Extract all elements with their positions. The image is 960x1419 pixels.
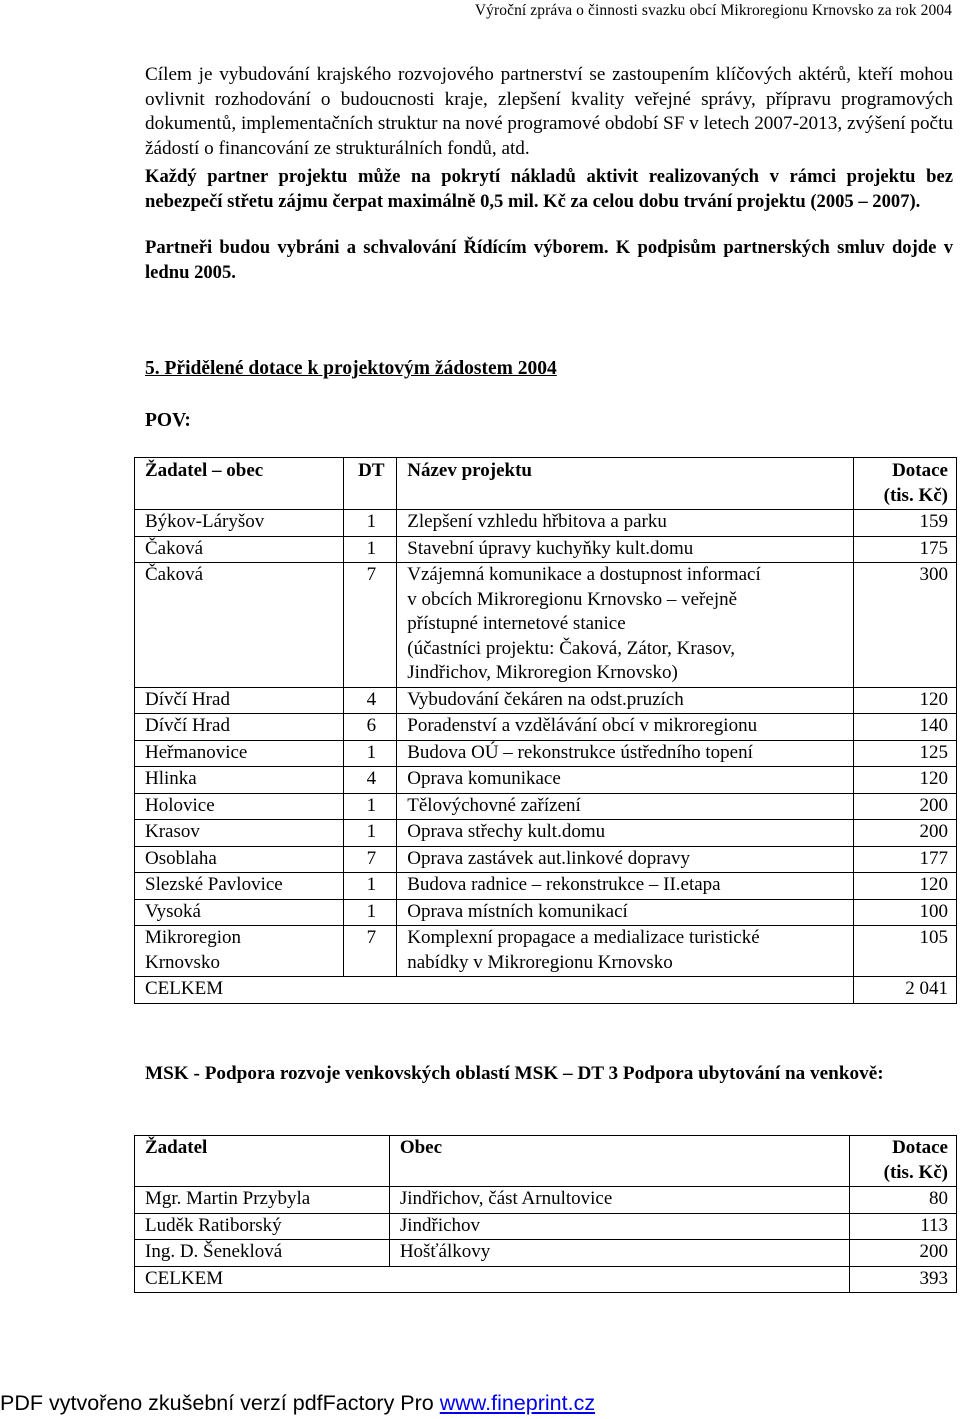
pdf-footer [0, 1391, 595, 1416]
cell-project: Stavební úpravy kuchyňky kult.domu [397, 536, 854, 563]
table-row [135, 510, 957, 537]
cell-applicant: Heřmanovice [135, 740, 344, 767]
total-value: 2 041 [853, 977, 956, 1004]
cell-grant: 177 [853, 846, 956, 873]
project-line: Komplexní propagace a medializace turistické [407, 927, 760, 948]
partner-budget-paragraph: Každý partner projektu může na pokrytí nákladů aktivit realizovaných v rámci projektu bez nebezpečí střetu zájmu čerpat maximálně 0,5 mil. Kč za celou dobu trvání projektu (2005 – 2007). [145, 166, 953, 212]
cell-applicant: Dívčí Hrad [135, 687, 344, 714]
cell-applicant: Ing. D. Šeneklová [135, 1240, 390, 1267]
cell-project: Poradenství a vzdělávání obcí v mikroregionu [397, 714, 854, 741]
applicant-line: Krnovsko [145, 951, 220, 973]
cell-dt: 1 [344, 536, 397, 563]
cell-grant: 120 [853, 767, 956, 794]
cell-dt: 1 [344, 740, 397, 767]
cell-project: Oprava komunikace [397, 767, 854, 794]
cell-project: Tělovýchovné zařízení [397, 793, 854, 820]
table-header-row [135, 458, 957, 510]
intro-paragraph: Cílem je vybudování krajského rozvojového partnerství se zastoupením klíčových aktérů, kteří mohou ovlivnit rozhodování o budoucnosti kraje, zlepšení kvality veřejné správy, přípravu programových dokumentů, implementačních struktur na nové programové období SF v letech 2007-2013, zvýšení počtu žádostí o financování ze strukturálních fondů, atd. [145, 64, 953, 159]
grant-header-line1: Dotace [892, 1137, 948, 1158]
cell-grant: 80 [850, 1187, 957, 1214]
table-header-row [135, 1136, 957, 1187]
cell-dt: 6 [344, 714, 397, 741]
cell-grant: 105 [853, 926, 956, 977]
total-row [135, 977, 957, 1004]
cell-grant: 120 [853, 687, 956, 714]
col-header-applicant: Žadatel – obec [135, 458, 344, 510]
cell-grant: 113 [850, 1213, 957, 1240]
total-row [135, 1266, 957, 1293]
grant-header-line2: (tis. Kč) [883, 1161, 948, 1183]
cell-applicant [135, 926, 344, 977]
table-row [135, 873, 957, 900]
table-row [135, 1213, 957, 1240]
cell-applicant: Dívčí Hrad [135, 714, 344, 741]
table-row [135, 1187, 957, 1214]
project-line: přístupné internetové stanice [407, 613, 626, 634]
cell-grant: 175 [853, 536, 956, 563]
cell-municipality: Hošťálkovy [389, 1240, 849, 1267]
cell-project [397, 926, 854, 977]
cell-dt: 4 [344, 767, 397, 794]
cell-dt: 7 [344, 563, 397, 688]
col-header-grant [853, 458, 956, 510]
project-line: nabídky v Mikroregionu Krnovsko [407, 951, 673, 973]
footer-text: PDF vytvořeno zkušební verzí pdfFactory Pro [0, 1391, 440, 1415]
project-line: (účastníci projektu: Čaková, Zátor, Krasov, [407, 637, 736, 659]
table-row [135, 563, 957, 688]
grant-header-line1: Dotace [892, 460, 948, 481]
col-header-grant [850, 1136, 957, 1187]
cell-project: Vybudování čekáren na odst.pruzích [397, 687, 854, 714]
cell-project: Budova OÚ – rekonstrukce ústředního topení [397, 740, 854, 767]
running-header: Výroční zpráva o činnosti svazku obcí Mikroregionu Krnovsko za rok 2004 [474, 2, 952, 19]
cell-municipality: Jindřichov, část Arnultovice [389, 1187, 849, 1214]
cell-grant: 200 [850, 1240, 957, 1267]
cell-grant: 140 [853, 714, 956, 741]
section-title: 5. Přidělené dotace k projektovým žádostem 2004 [145, 358, 557, 379]
cell-dt: 1 [344, 510, 397, 537]
cell-grant: 300 [853, 563, 956, 688]
col-header-applicant: Žadatel [135, 1136, 390, 1187]
cell-dt: 1 [344, 820, 397, 847]
cell-applicant: Čaková [135, 536, 344, 563]
table-row [135, 926, 957, 977]
cell-dt: 1 [344, 873, 397, 900]
pov-grants-table [134, 457, 957, 1004]
cell-dt: 7 [344, 846, 397, 873]
grant-header-line2: (tis. Kč) [883, 484, 948, 506]
cell-applicant: Luděk Ratiborský [135, 1213, 390, 1240]
table-row [135, 714, 957, 741]
total-label: CELKEM [135, 977, 854, 1004]
table-row [135, 687, 957, 714]
table-row [135, 899, 957, 926]
project-line: Vzájemná komunikace a dostupnost informací [407, 564, 761, 585]
table-row [135, 536, 957, 563]
cell-project: Oprava střechy kult.domu [397, 820, 854, 847]
cell-dt: 1 [344, 899, 397, 926]
table-row [135, 846, 957, 873]
col-header-project: Název projektu [397, 458, 854, 510]
total-value: 393 [850, 1266, 957, 1293]
table-row [135, 740, 957, 767]
msk-grants-table [134, 1135, 957, 1293]
table-row [135, 793, 957, 820]
cell-applicant: Slezské Pavlovice [135, 873, 344, 900]
col-header-municipality: Obec [389, 1136, 849, 1187]
cell-applicant: Mgr. Martin Przybyla [135, 1187, 390, 1214]
cell-project [397, 563, 854, 688]
footer-link[interactable]: www.fineprint.cz [439, 1391, 596, 1415]
cell-project: Zlepšení vzhledu hřbitova a parku [397, 510, 854, 537]
cell-applicant: Hlinka [135, 767, 344, 794]
table-row [135, 820, 957, 847]
msk-section-title: MSK - Podpora rozvoje venkovských oblastí MSK – DT 3 Podpora ubytování na venkově: [145, 1063, 884, 1084]
cell-grant: 100 [853, 899, 956, 926]
cell-municipality: Jindřichov [389, 1213, 849, 1240]
cell-applicant: Osoblaha [135, 846, 344, 873]
table-row [135, 767, 957, 794]
project-line: v obcích Mikroregionu Krnovsko – veřejně [407, 588, 738, 610]
applicant-line: Mikroregion [145, 927, 242, 948]
pov-label: POV: [145, 410, 191, 431]
cell-dt: 4 [344, 687, 397, 714]
table-row [135, 1240, 957, 1267]
cell-grant: 200 [853, 820, 956, 847]
cell-project: Oprava zastávek aut.linkové dopravy [397, 846, 854, 873]
partner-selection-paragraph: Partneři budou vybráni a schvalování Řídícím výborem. K podpisům partnerských smluv dojde v lednu 2005. [145, 237, 953, 283]
col-header-dt: DT [344, 458, 397, 510]
cell-applicant: Krasov [135, 820, 344, 847]
cell-project: Budova radnice – rekonstrukce – II.etapa [397, 873, 854, 900]
total-label: CELKEM [135, 1266, 850, 1293]
cell-applicant: Býkov-Láryšov [135, 510, 344, 537]
cell-project: Oprava místních komunikací [397, 899, 854, 926]
cell-grant: 200 [853, 793, 956, 820]
cell-applicant: Vysoká [135, 899, 344, 926]
project-line: Jindřichov, Mikroregion Krnovsko) [407, 662, 678, 683]
cell-applicant: Holovice [135, 793, 344, 820]
cell-dt: 7 [344, 926, 397, 977]
cell-applicant: Čaková [135, 563, 344, 688]
cell-dt: 1 [344, 793, 397, 820]
cell-grant: 125 [853, 740, 956, 767]
cell-grant: 159 [853, 510, 956, 537]
cell-grant: 120 [853, 873, 956, 900]
